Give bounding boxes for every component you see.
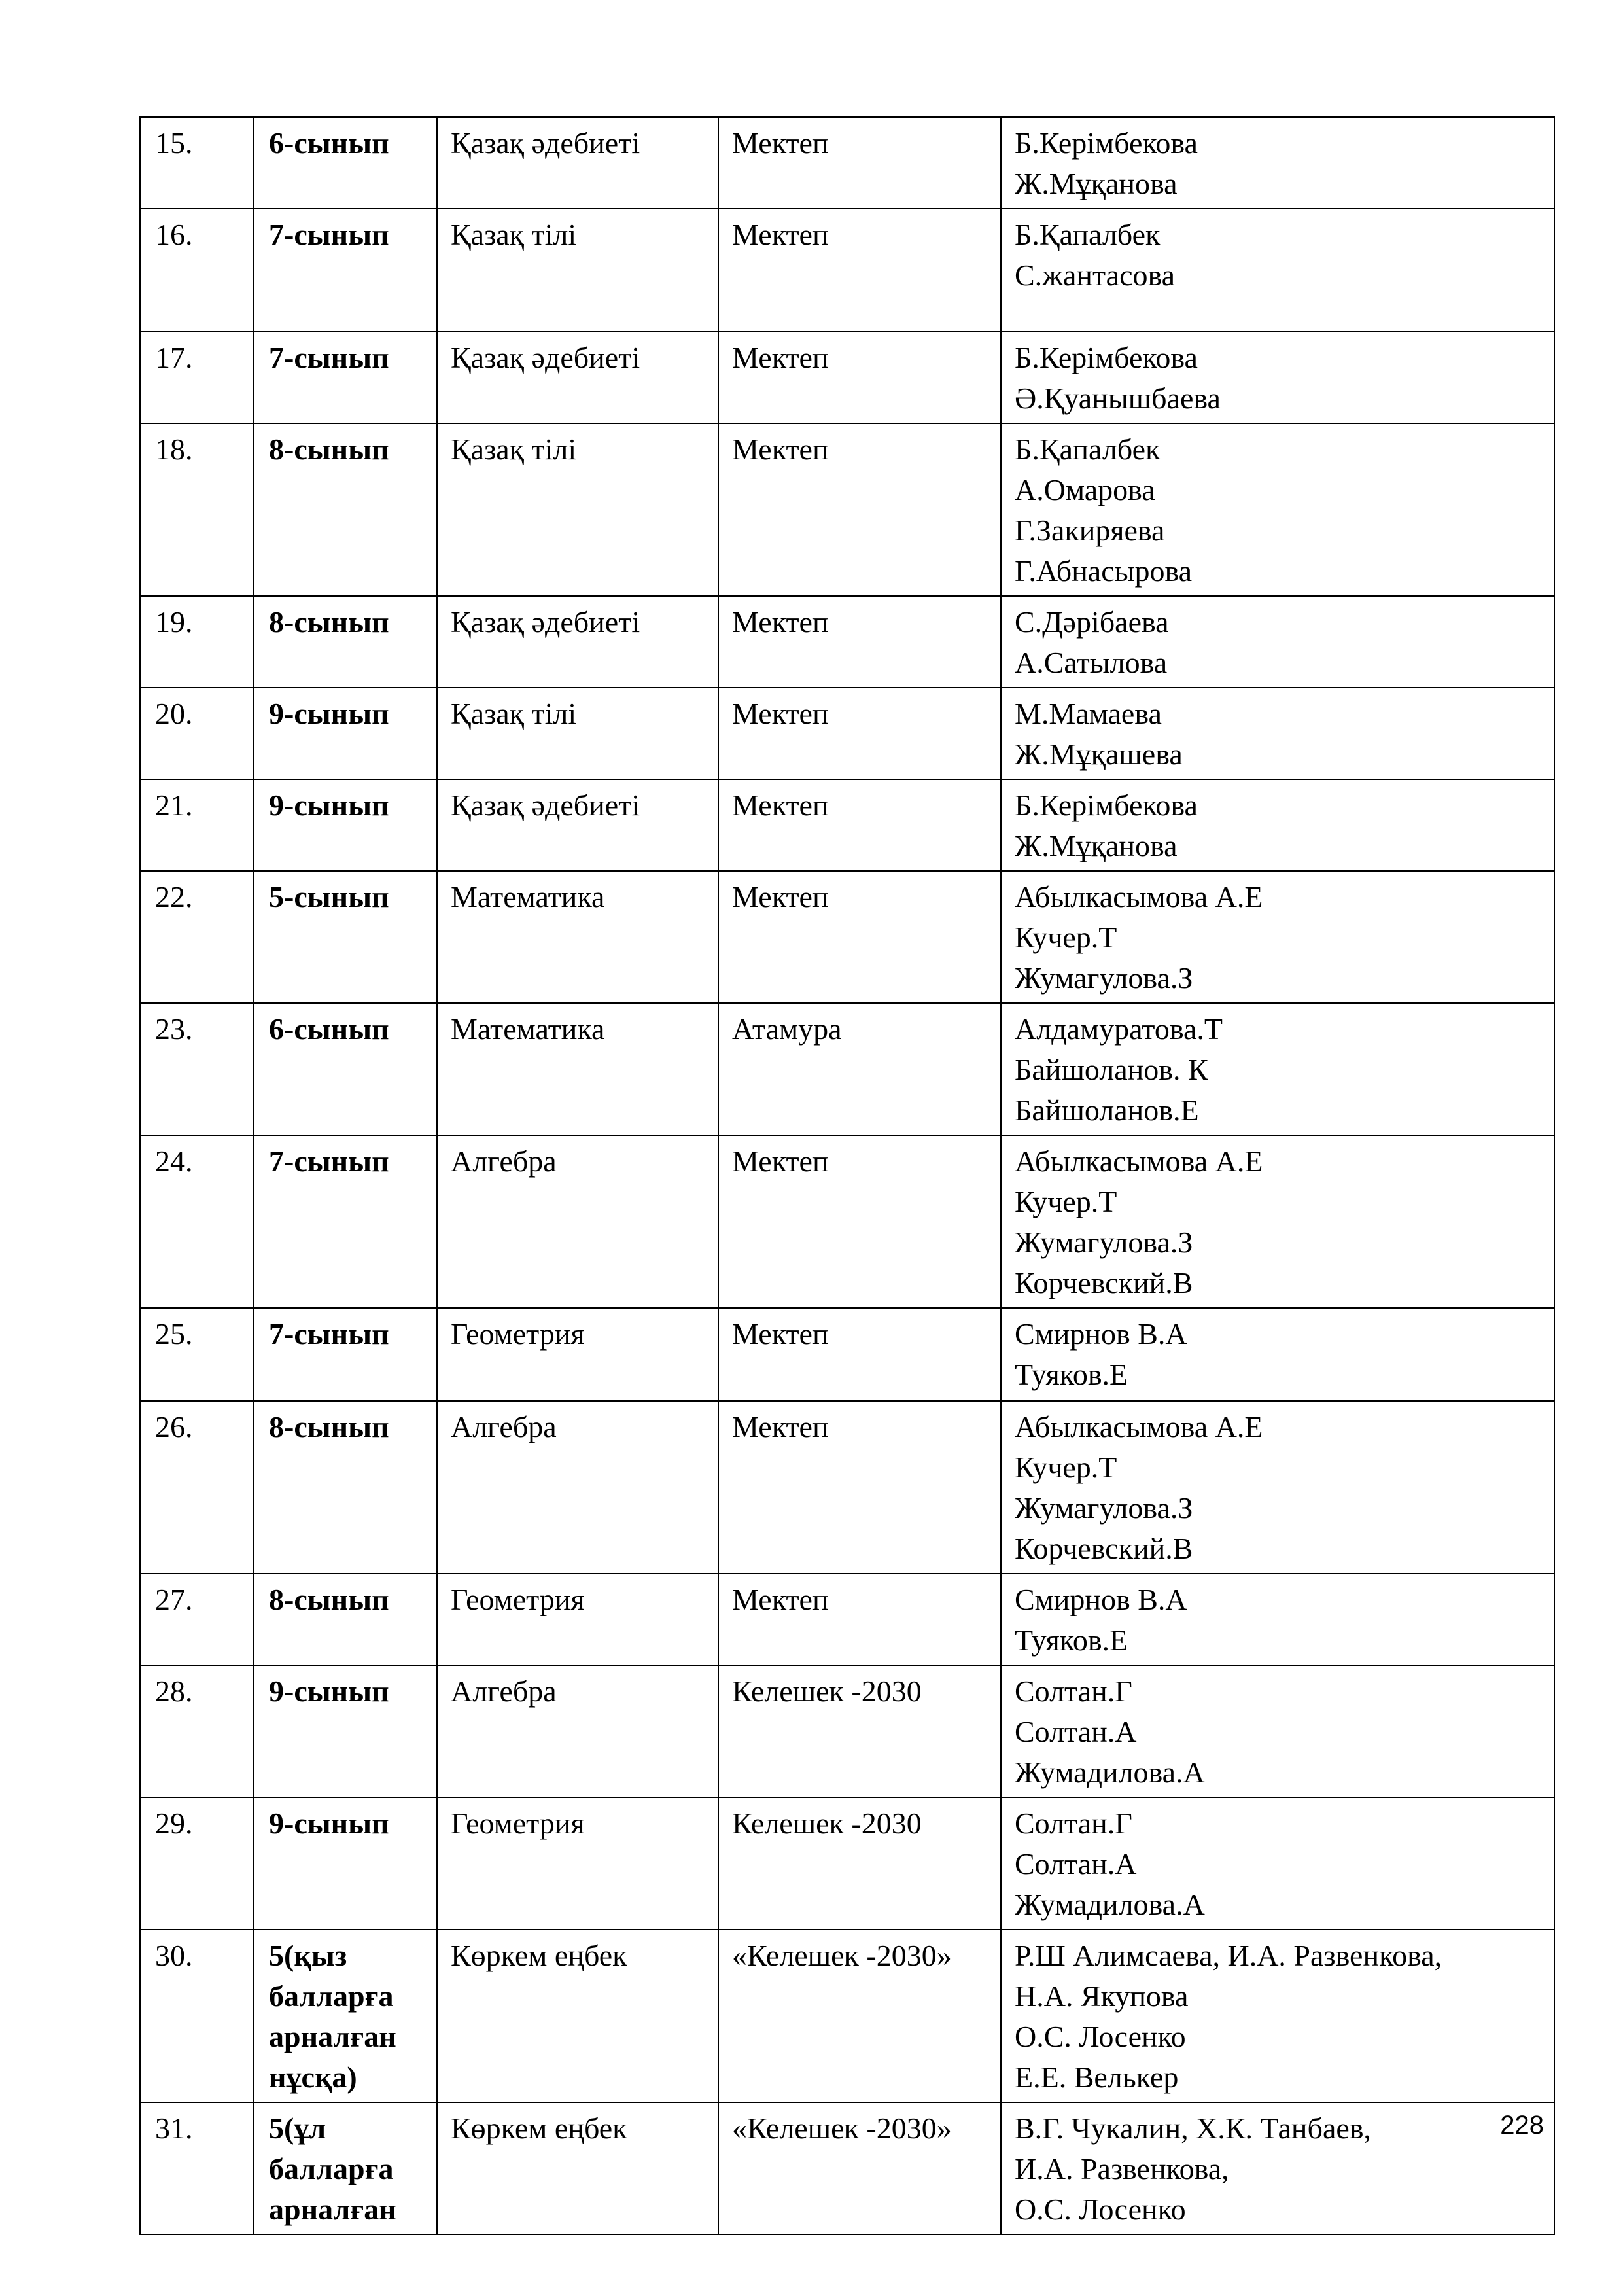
authors-cell [1001,1665,1554,1797]
author-line: Туяков.Е [1015,1358,1128,1391]
author-line: Солтан.Г [1015,1807,1132,1840]
grade-line: 7-сынып [269,1317,389,1351]
grade-cell [254,779,437,871]
publisher-cell: Атамура [718,1003,1001,1135]
grade-cell [254,423,437,596]
publisher-cell: Мектеп [718,423,1001,596]
publisher-cell: «Келешек -2030» [718,1930,1001,2102]
author-line: Г.Абнасырова [1015,554,1193,588]
author-line: Байшоланов.Е [1015,1093,1199,1127]
table-row [140,209,1554,332]
subject-cell: Қазақ әдебиеті [437,779,718,871]
textbook-table [139,116,1555,2235]
author-line: Кучер.Т [1015,1451,1117,1484]
authors-cell [1001,423,1554,596]
table-row [140,1797,1554,1930]
authors-cell [1001,1308,1554,1401]
publisher-cell: Мектеп [718,596,1001,688]
publisher-cell: Келешек -2030 [718,1665,1001,1797]
subject-cell: Алгебра [437,1135,718,1308]
author-line: Алдамуратова.Т [1015,1012,1223,1046]
row-number-cell: 23. [140,1003,254,1135]
subject-cell: Көркем еңбек [437,1930,718,2102]
publisher-cell: Мектеп [718,209,1001,332]
author-line: О.С. Лосенко [1015,2020,1186,2053]
publisher-cell: Мектеп [718,117,1001,209]
author-line: И.А. Развенкова, [1015,2152,1229,2185]
table-row [140,2102,1554,2234]
subject-cell: Қазақ әдебиеті [437,117,718,209]
subject-cell: Қазақ тілі [437,423,718,596]
authors-cell [1001,209,1554,332]
grade-line: арналған [269,2193,396,2226]
table-row [140,1003,1554,1135]
authors-cell [1001,596,1554,688]
grade-cell [254,1135,437,1308]
row-number-cell: 30. [140,1930,254,2102]
grade-line: 8-сынып [269,605,389,639]
row-number-cell: 20. [140,688,254,779]
author-line: Жумадилова.А [1015,1756,1205,1789]
table-row [140,779,1554,871]
author-line: Б.Қапалбек [1015,433,1161,466]
authors-cell [1001,1003,1554,1135]
publisher-cell: Мектеп [718,1574,1001,1665]
grade-line: 8-сынып [269,1410,389,1443]
table-body [140,117,1554,2234]
authors-cell [1001,117,1554,209]
authors-cell [1001,1401,1554,1574]
author-line: Б.Керімбекова [1015,126,1198,160]
table-row [140,871,1554,1003]
author-line: Абылкасымова А.Е [1015,1144,1263,1178]
table-row [140,332,1554,423]
publisher-cell: Келешек -2030 [718,1797,1001,1930]
grade-line: балларға [269,2152,394,2185]
grade-cell [254,1003,437,1135]
author-line: Жумагулова.З [1015,1226,1193,1259]
row-number-cell: 26. [140,1401,254,1574]
author-line: Ж.Мұқашева [1015,737,1183,771]
author-line: А.Омарова [1015,473,1155,506]
publisher-cell: Мектеп [718,1308,1001,1401]
author-line: Ә.Қуанышбаева [1015,381,1221,415]
author-line: Солтан.А [1015,1847,1137,1881]
author-line: Жумадилова.А [1015,1888,1205,1921]
grade-line: 5-сынып [269,880,389,913]
grade-line: 5(ұл [269,2111,326,2145]
author-line: Н.А. Якупова [1015,1979,1189,2013]
subject-cell: Алгебра [437,1401,718,1574]
table-row [140,1401,1554,1574]
row-number-cell: 27. [140,1574,254,1665]
grade-cell [254,688,437,779]
author-line: Б.Қапалбек [1015,218,1161,251]
grade-cell [254,596,437,688]
author-line: А.Сатылова [1015,646,1168,679]
author-line: Корчевский.В [1015,1266,1193,1299]
table-row [140,1308,1554,1401]
author-line: Абылкасымова А.Е [1015,1410,1263,1443]
publisher-cell: Мектеп [718,1401,1001,1574]
publisher-cell: «Келешек -2030» [718,2102,1001,2234]
publisher-cell: Мектеп [718,332,1001,423]
grade-line: балларға [269,1979,394,2013]
grade-cell [254,1665,437,1797]
row-number-cell: 29. [140,1797,254,1930]
grade-line: 9-сынып [269,1674,389,1708]
author-line: Ж.Мұқанова [1015,829,1178,862]
authors-cell [1001,1797,1554,1930]
table-row [140,1574,1554,1665]
author-line: Смирнов В.А [1015,1583,1187,1616]
grade-line: 8-сынып [269,433,389,466]
table-row [140,1665,1554,1797]
table-row [140,1135,1554,1308]
author-line: Байшоланов. К [1015,1053,1208,1086]
grade-cell [254,1797,437,1930]
author-line: С.жантасова [1015,258,1176,292]
grade-cell [254,1308,437,1401]
grade-line: 7-сынып [269,1144,389,1178]
author-line: Б.Керімбекова [1015,788,1198,822]
grade-line: 7-сынып [269,218,389,251]
row-number-cell: 19. [140,596,254,688]
table-row [140,117,1554,209]
authors-cell [1001,2102,1554,2234]
row-number-cell: 24. [140,1135,254,1308]
grade-cell [254,2102,437,2234]
author-line: Г.Закиряева [1015,514,1165,547]
grade-line: арналған [269,2020,396,2053]
row-number-cell: 18. [140,423,254,596]
author-line: В.Г. Чукалин, Х.К. Танбаев, [1015,2111,1371,2145]
author-line: Е.Е. Велькер [1015,2060,1179,2094]
grade-cell [254,1401,437,1574]
author-line: Солтан.А [1015,1715,1137,1748]
table-row [140,423,1554,596]
authors-cell [1001,688,1554,779]
row-number-cell: 25. [140,1308,254,1401]
grade-cell [254,332,437,423]
author-line: Кучер.Т [1015,921,1117,954]
subject-cell: Қазақ тілі [437,688,718,779]
author-line: Абылкасымова А.Е [1015,880,1263,913]
author-line: Кучер.Т [1015,1185,1117,1218]
table-row [140,1930,1554,2102]
author-line: С.Дәрібаева [1015,605,1169,639]
authors-cell [1001,1574,1554,1665]
subject-cell: Көркем еңбек [437,2102,718,2234]
row-number-cell: 28. [140,1665,254,1797]
subject-cell: Геометрия [437,1308,718,1401]
author-line: Ж.Мұқанова [1015,167,1178,200]
subject-cell: Қазақ әдебиеті [437,332,718,423]
grade-line: 6-сынып [269,126,389,160]
subject-cell: Математика [437,871,718,1003]
grade-line: 9-сынып [269,697,389,730]
author-line: Смирнов В.А [1015,1317,1187,1351]
author-line: Жумагулова.З [1015,1491,1193,1525]
publisher-cell: Мектеп [718,1135,1001,1308]
grade-cell [254,871,437,1003]
authors-cell [1001,779,1554,871]
subject-cell: Алгебра [437,1665,718,1797]
subject-cell: Қазақ тілі [437,209,718,332]
row-number-cell: 22. [140,871,254,1003]
publisher-cell: Мектеп [718,688,1001,779]
author-line: Жумагулова.З [1015,961,1193,995]
grade-line: нұсқа) [269,2060,357,2094]
subject-cell: Геометрия [437,1797,718,1930]
author-line: О.С. Лосенко [1015,2193,1186,2226]
publisher-cell: Мектеп [718,779,1001,871]
grade-line: 5(қыз [269,1939,347,1972]
author-line: Б.Керімбекова [1015,341,1198,374]
authors-cell [1001,332,1554,423]
grade-cell [254,209,437,332]
author-line: Солтан.Г [1015,1674,1132,1708]
grade-line: 6-сынып [269,1012,389,1046]
grade-cell [254,1574,437,1665]
subject-cell: Математика [437,1003,718,1135]
grade-line: 8-сынып [269,1583,389,1616]
row-number-cell: 16. [140,209,254,332]
table-row [140,596,1554,688]
subject-cell: Геометрия [437,1574,718,1665]
table-row [140,688,1554,779]
grade-line: 7-сынып [269,341,389,374]
authors-cell [1001,871,1554,1003]
authors-cell [1001,1135,1554,1308]
grade-cell [254,1930,437,2102]
subject-cell: Қазақ әдебиеті [437,596,718,688]
page-number: 228 [1500,2111,1544,2140]
author-line: Р.Ш Алимсаева, И.А. Развенкова, [1015,1939,1442,1972]
grade-cell [254,117,437,209]
authors-cell [1001,1930,1554,2102]
row-number-cell: 17. [140,332,254,423]
author-line: М.Мамаева [1015,697,1162,730]
author-line: Корчевский.В [1015,1532,1193,1565]
row-number-cell: 31. [140,2102,254,2234]
grade-line: 9-сынып [269,788,389,822]
author-line: Туяков.Е [1015,1623,1128,1657]
publisher-cell: Мектеп [718,871,1001,1003]
row-number-cell: 21. [140,779,254,871]
grade-line: 9-сынып [269,1807,389,1840]
row-number-cell: 15. [140,117,254,209]
